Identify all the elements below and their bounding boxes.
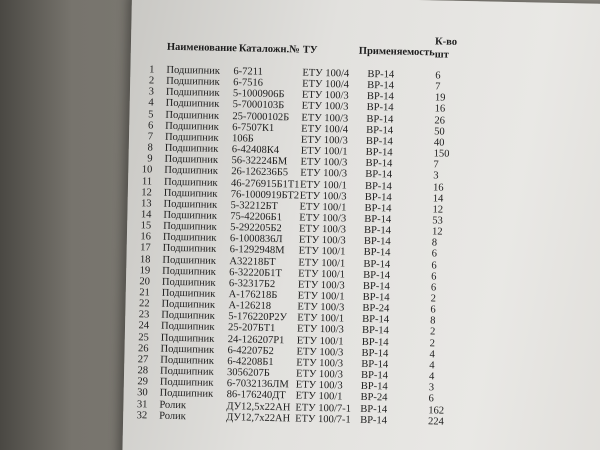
quantity: 12: [432, 204, 444, 216]
item-name: Подшипник: [161, 276, 216, 289]
spec-tu: ЕТУ 100/3: [301, 112, 349, 125]
row-number: 26: [137, 342, 149, 355]
application: ВР-14: [364, 213, 392, 226]
application: ВР-14: [365, 158, 393, 170]
item-name: Подшипник: [165, 120, 219, 133]
item-name: Подшипник: [162, 231, 217, 245]
row-number: 4: [148, 97, 154, 109]
item-name: Подшипник: [165, 109, 220, 122]
quantity: 7: [435, 81, 441, 93]
row-number: 5: [148, 108, 154, 121]
item-name: Подшипник: [161, 298, 216, 311]
item-name: Подшипник: [165, 87, 220, 100]
item-name: Подшипник: [160, 354, 214, 367]
item-name: Подшипник: [162, 265, 216, 278]
item-name: Подшипник: [159, 365, 214, 378]
item-name: Подшипник: [162, 254, 217, 267]
application: ВР-14: [366, 124, 394, 137]
spec-tu: ЕТУ 100/3: [296, 357, 344, 370]
row-number: 2: [148, 75, 155, 87]
row-number: 23: [138, 309, 150, 321]
spec-tu: ЕТУ 100/3: [296, 346, 344, 359]
spec-tu: ЕТУ 100/1: [298, 257, 346, 270]
row-number: 12: [141, 186, 152, 199]
row-number: 9: [147, 153, 153, 165]
quantity: 6: [430, 282, 437, 294]
paper-sheet: [122, 0, 600, 450]
application: ВР-14: [367, 80, 395, 92]
header-catalog: Каталожн.№: [238, 43, 300, 56]
item-name: Подшипник: [163, 220, 217, 233]
quantity: 6: [428, 393, 434, 405]
item-name: Подшипник: [164, 142, 219, 155]
spec-tu: ЕТУ 100/3: [298, 223, 347, 236]
catalog-number: А-176218Б: [228, 289, 278, 302]
catalog-number: 5-176220Р2У: [228, 311, 288, 324]
spec-tu: ЕТУ 100/4: [302, 67, 350, 80]
catalog-number: ДУ12,5х22АН: [226, 400, 291, 413]
spec-tu: ЕТУ 100/3: [300, 134, 348, 147]
application: ВР-14: [360, 369, 389, 382]
quantity: 50: [434, 126, 445, 138]
header-application: Применяемость: [358, 45, 435, 59]
quantity: 6: [431, 248, 437, 260]
spec-tu: ЕТУ 100/1: [296, 335, 344, 348]
catalog-number: ДУ12,7х22АН: [226, 411, 291, 425]
item-name: Подшипник: [159, 388, 214, 401]
header-qty-line1: К-во: [434, 36, 458, 48]
catalog-number: 25-7000102Б: [232, 110, 290, 123]
header-tu: ТУ: [302, 44, 318, 56]
application: ВР-14: [367, 68, 395, 81]
row-number: 1: [149, 64, 155, 76]
quantity: 2: [430, 293, 437, 305]
item-name: Подшипник: [163, 176, 218, 189]
spec-tu: ЕТУ 100/4: [302, 78, 350, 91]
application: ВР-14: [364, 202, 392, 215]
application: ВР-14: [365, 146, 393, 159]
application: ВР-24: [360, 392, 388, 404]
quantity: 14: [432, 192, 444, 205]
catalog-number: 6-1000836Л: [229, 233, 283, 246]
row-number: 16: [140, 231, 152, 243]
quantity: 2: [429, 337, 436, 350]
application: ВР-14: [364, 191, 392, 204]
spec-tu: ЕТУ 100/1: [298, 245, 346, 258]
row-number: 13: [140, 198, 152, 210]
item-name: Подшипник: [165, 98, 220, 111]
catalog-number: 6-42208Б1: [227, 355, 274, 368]
catalog-number: А32218БТ: [229, 255, 276, 268]
catalog-number: 6-42207Б2: [227, 344, 274, 357]
application: ВР-14: [360, 403, 388, 415]
application: ВР-14: [361, 358, 389, 371]
row-number: 18: [139, 253, 151, 265]
spec-tu: ЕТУ 100/1: [300, 145, 348, 158]
application: ВР-14: [360, 414, 388, 427]
application: ВР-14: [366, 102, 394, 114]
catalog-number: 6-7516: [233, 77, 264, 89]
application: ВР-14: [364, 180, 392, 192]
spec-tu: ЕТУ 100/1: [295, 390, 343, 403]
application: ВР-24: [362, 303, 390, 315]
row-number: 7: [147, 131, 154, 143]
row-number: 29: [137, 376, 148, 388]
catalog-number: 6-32220Б1Т: [229, 266, 283, 279]
quantity: 12: [431, 226, 443, 238]
spec-tu: ЕТУ 100/4: [301, 123, 349, 136]
spec-tu: ЕТУ 100/3: [300, 167, 348, 180]
quantity: 53: [432, 215, 443, 227]
item-name: Подшипник: [160, 343, 215, 356]
catalog-number: 24-126207Р1: [227, 333, 285, 346]
application: ВР-14: [362, 280, 390, 293]
row-number: 10: [141, 164, 153, 176]
row-number: 20: [139, 276, 151, 288]
catalog-number: 6-42408К4: [231, 144, 280, 157]
item-name: Подшипник: [160, 332, 215, 345]
spec-tu: ЕТУ 100/1: [297, 290, 345, 303]
row-number: 27: [137, 354, 149, 366]
catalog-number: 6-7507К1: [232, 121, 275, 134]
row-number: 8: [147, 142, 153, 154]
spec-tu: ЕТУ 100/1: [297, 312, 345, 325]
catalog-number: 6-7032136ЛМ: [226, 378, 289, 391]
quantity: 6: [431, 259, 437, 271]
quantity: 162: [428, 404, 445, 417]
item-name: Подшипник: [166, 75, 220, 88]
header-name: Наименование: [166, 41, 237, 55]
catalog-number: 106Б: [231, 133, 254, 145]
quantity: 16: [432, 181, 444, 194]
quantity: 6: [430, 304, 436, 316]
spec-tu: ЕТУ 100/3: [299, 212, 347, 225]
application: ВР-14: [365, 169, 393, 181]
catalog-number: 6-32317Б2: [228, 277, 276, 290]
quantity: 3: [428, 382, 435, 394]
item-name: Подшипник: [163, 209, 218, 222]
spec-tu: ЕТУ 100/3: [301, 101, 349, 113]
quantity: 150: [433, 148, 450, 160]
catalog-number: 76-1000919БТ2: [230, 188, 300, 202]
row-number: 14: [140, 209, 152, 221]
spec-tu: ЕТУ 100/3: [297, 301, 345, 314]
application: ВР-14: [363, 269, 391, 282]
item-name: Ролик: [159, 399, 187, 411]
spec-tu: ЕТУ 100/3: [295, 368, 343, 381]
quantity: 19: [434, 92, 446, 104]
row-number: 24: [138, 320, 150, 332]
quantity: 6: [431, 271, 437, 283]
quantity: 4: [428, 371, 435, 383]
row-number: 19: [139, 264, 151, 277]
catalog-number: 3056207Б: [226, 367, 270, 380]
row-number: 6: [147, 120, 154, 132]
catalog-number: 25-207БТ1: [227, 322, 276, 335]
application: ВР-14: [366, 91, 394, 103]
item-name: Подшипник: [164, 153, 219, 167]
catalog-number: 46-276915Б1Т1: [230, 177, 300, 191]
application: ВР-14: [361, 336, 389, 349]
quantity: 26: [434, 114, 446, 127]
row-number: 3: [148, 86, 155, 98]
row-number: 31: [136, 398, 148, 410]
application: ВР-14: [363, 258, 391, 271]
spec-tu: ЕТУ 100/3: [300, 156, 348, 169]
catalog-number: 6-7211: [233, 66, 263, 78]
item-name: Подшипник: [161, 287, 216, 300]
row-number: 25: [138, 331, 149, 344]
application: ВР-14: [363, 247, 391, 259]
quantity: 6: [435, 70, 441, 82]
quantity: 2: [429, 326, 436, 338]
row-number: 15: [140, 220, 152, 232]
spec-tu: ЕТУ 100/1: [298, 268, 346, 281]
application: ВР-14: [362, 291, 390, 304]
application: ВР-14: [361, 325, 389, 337]
item-name: Подшипник: [164, 131, 219, 144]
spec-tu: ЕТУ 100/3: [296, 323, 344, 336]
item-name: Подшипник: [159, 376, 214, 389]
quantity: 40: [433, 137, 445, 149]
spec-tu: ЕТУ 100/3: [295, 379, 343, 392]
catalog-number: 5-1000906Б: [232, 88, 285, 101]
application: ВР-14: [365, 135, 393, 148]
item-name: Подшипник: [164, 165, 218, 178]
application: ВР-14: [363, 225, 392, 237]
spec-tu: ЕТУ 100/7-1: [295, 413, 351, 426]
spec-tu: ЕТУ 100/3: [299, 190, 347, 203]
spec-tu: ЕТУ 100/3: [297, 279, 345, 292]
quantity: 4: [429, 349, 435, 361]
quantity: 16: [434, 103, 446, 116]
row-number: 17: [140, 242, 151, 254]
spec-tu: ЕТУ 100/3: [301, 89, 349, 102]
catalog-number: 56-32224БМ: [231, 155, 288, 168]
item-name: Подшипник: [160, 321, 215, 334]
row-number: 32: [136, 409, 148, 422]
catalog-number: 5-32212БТ: [230, 199, 279, 212]
header-qty-line2: шт: [434, 49, 449, 61]
quantity: 8: [431, 237, 438, 249]
application: ВР-14: [366, 113, 394, 126]
application: ВР-14: [363, 236, 391, 248]
quantity: 4: [429, 360, 435, 372]
row-number: 21: [139, 287, 150, 299]
item-name: Подшипник: [163, 198, 218, 211]
row-number: 11: [141, 175, 153, 187]
row-number: 30: [137, 387, 148, 399]
item-name: Подшипник: [166, 64, 221, 77]
catalog-number: 26-126236Б5: [231, 166, 289, 179]
item-name: Подшипник: [162, 243, 217, 256]
quantity: 224: [427, 415, 444, 428]
item-name: Подшипник: [163, 187, 218, 200]
quantity: 3: [433, 170, 439, 182]
catalog-number: 6-1292948М: [229, 244, 285, 257]
catalog-number: 5-7000103Б: [232, 99, 285, 112]
application: ВР-14: [361, 347, 389, 360]
catalog-number: 86-176240ДТ: [226, 389, 286, 402]
spec-tu: ЕТУ 100/3: [298, 234, 346, 247]
quantity: 7: [433, 159, 439, 171]
item-name: Подшипник: [161, 309, 215, 323]
row-number: 22: [138, 298, 150, 310]
catalog-number: А-126218: [228, 300, 272, 313]
spec-tu: ЕТУ 100/1: [299, 201, 347, 214]
spec-tu: ЕТУ 100/7-1: [295, 402, 352, 415]
application: ВР-14: [362, 314, 390, 326]
header-qty: [435, 36, 457, 60]
catalog-number: 5-292205Б2: [230, 222, 282, 235]
catalog-number: 75-42206Б1: [230, 211, 282, 224]
spec-tu: ЕТУ 100/1: [299, 179, 347, 192]
quantity: 8: [430, 315, 436, 327]
row-number: 28: [137, 365, 149, 377]
application: ВР-14: [360, 381, 388, 393]
item-name: Ролик: [159, 410, 186, 422]
